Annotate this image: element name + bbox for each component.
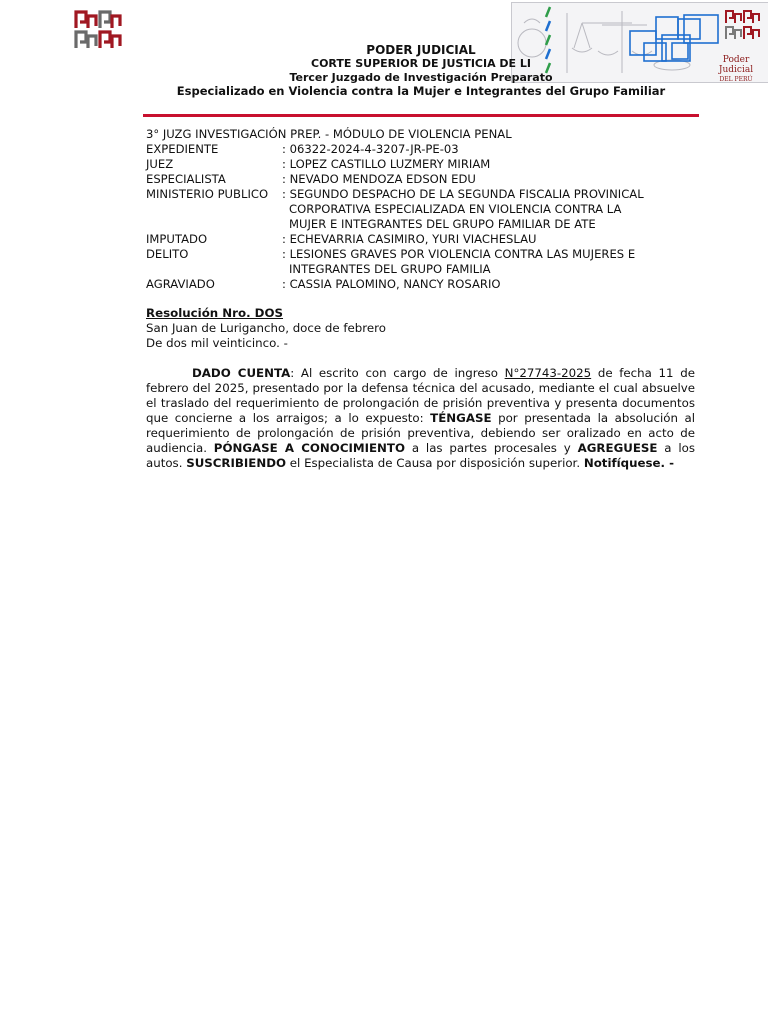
body-text-5: a los autos. xyxy=(146,441,696,470)
case-field-value-line: INTEGRANTES DEL GRUPO FAMILIA xyxy=(289,262,491,276)
header-court: CORTE SUPERIOR DE JUSTICIA DE LI xyxy=(311,57,531,70)
pongase-label: PÓNGASE A CONOCIMIENTO xyxy=(213,441,406,455)
filing-reference: N°27743-2025 xyxy=(504,366,592,380)
body-text-6: el Especialista de Causa por disposición superior. xyxy=(286,456,584,470)
case-field-value xyxy=(282,157,706,172)
case-metadata xyxy=(146,127,706,292)
case-field-row xyxy=(146,232,706,247)
case-field-row xyxy=(146,172,706,187)
case-field-label: MINISTERIO PUBLICO xyxy=(146,187,269,201)
case-field-label: ESPECIALISTA xyxy=(146,172,226,186)
case-field-row xyxy=(146,277,706,292)
case-field-row xyxy=(146,157,706,172)
case-field-row xyxy=(146,142,706,157)
case-field-label: DELITO xyxy=(146,247,189,261)
resolution-title: Resolución Nro. DOS xyxy=(146,306,284,320)
case-field-value xyxy=(282,232,706,247)
case-field-value-line: : LESIONES GRAVES POR VIOLENCIA CONTRA LAS MUJERES E xyxy=(282,247,636,261)
resolution-place-date: San Juan de Lurigancho, doce de febrero xyxy=(146,321,386,335)
court-header-line: 3° JUZG INVESTIGACIÓN PREP. - MÓDULO DE VIOLENCIA PENAL xyxy=(146,127,512,141)
seal-caption-text: Poder Judicial xyxy=(718,55,754,75)
case-fields xyxy=(146,142,706,292)
seal-subcaption: DEL PERÚ xyxy=(719,76,753,83)
case-field-value-line: : LOPEZ CASTILLO LUZMERY MIRIAM xyxy=(282,157,491,171)
resolution-year: De dos mil veinticinco. - xyxy=(146,336,288,350)
case-field-label: AGRAVIADO xyxy=(146,277,215,291)
header-institution: PODER JUDICIAL xyxy=(366,43,476,57)
case-field-value-line: : SEGUNDO DESPACHO DE LA SEGUNDA FISCALIA PROVINICAL xyxy=(282,187,644,201)
case-field-value-line: CORPORATIVA ESPECIALIZADA EN VIOLENCIA CONTRA LA xyxy=(289,202,622,216)
case-field-value xyxy=(282,247,706,277)
case-field-value-line: : CASSIA PALOMINO, NANCY ROSARIO xyxy=(282,277,501,291)
notifiquese-label: Notifíquese. - xyxy=(583,456,675,470)
dado-cuenta-label: DADO CUENTA xyxy=(192,366,291,380)
header-divider xyxy=(143,114,699,117)
case-field-label: EXPEDIENTE xyxy=(146,142,219,156)
body-text-4: a las partes procesales y xyxy=(405,441,578,455)
case-field-value xyxy=(282,187,706,232)
case-field-row xyxy=(146,247,706,277)
header-specialization: Especializado en Violencia contra la Mujer e Integrantes del Grupo Familiar xyxy=(176,84,666,98)
body-text-3: por presentada la absolución al requerimiento de prolongación de prisión preventiva, debiendo ser oralizado en acto de audiencia. xyxy=(146,411,695,455)
case-field-value-line: : ECHEVARRIA CASIMIRO, YURI VIACHESLAU xyxy=(282,232,537,246)
suscribiendo-label: SUSCRIBIENDO xyxy=(186,456,287,470)
resolution-body xyxy=(146,366,695,471)
case-field-value xyxy=(282,172,706,187)
case-field-row xyxy=(146,187,706,232)
case-field-value-line: : NEVADO MENDOZA EDSON EDU xyxy=(282,172,476,186)
body-text-2: de fecha 11 de febrero del 2025, presentado por la defensa técnica del acusado, mediante el cual absuelve el traslado del requerimiento de prolongación de prisión preventiva y presenta documentos que concierne a los arraigos; a lo expuesto: xyxy=(146,366,695,425)
case-field-label: JUEZ xyxy=(146,157,174,171)
case-field-value-line: MUJER E INTEGRANTES DEL GRUPO FAMILIAR DE ATE xyxy=(289,217,596,231)
header-court-unit: Tercer Juzgado de Investigación Preparato xyxy=(289,71,553,84)
body-text-1: : Al escrito con cargo de ingreso xyxy=(290,366,505,380)
tengase-label: TÉNGASE xyxy=(430,411,492,425)
case-field-value xyxy=(282,277,706,292)
case-field-value-line: : 06322-2024-4-3207-JR-PE-03 xyxy=(282,142,459,156)
case-field-label: IMPUTADO xyxy=(146,232,208,246)
case-field-value xyxy=(282,142,706,157)
agreguese-label: AGREGUESE xyxy=(577,441,658,455)
